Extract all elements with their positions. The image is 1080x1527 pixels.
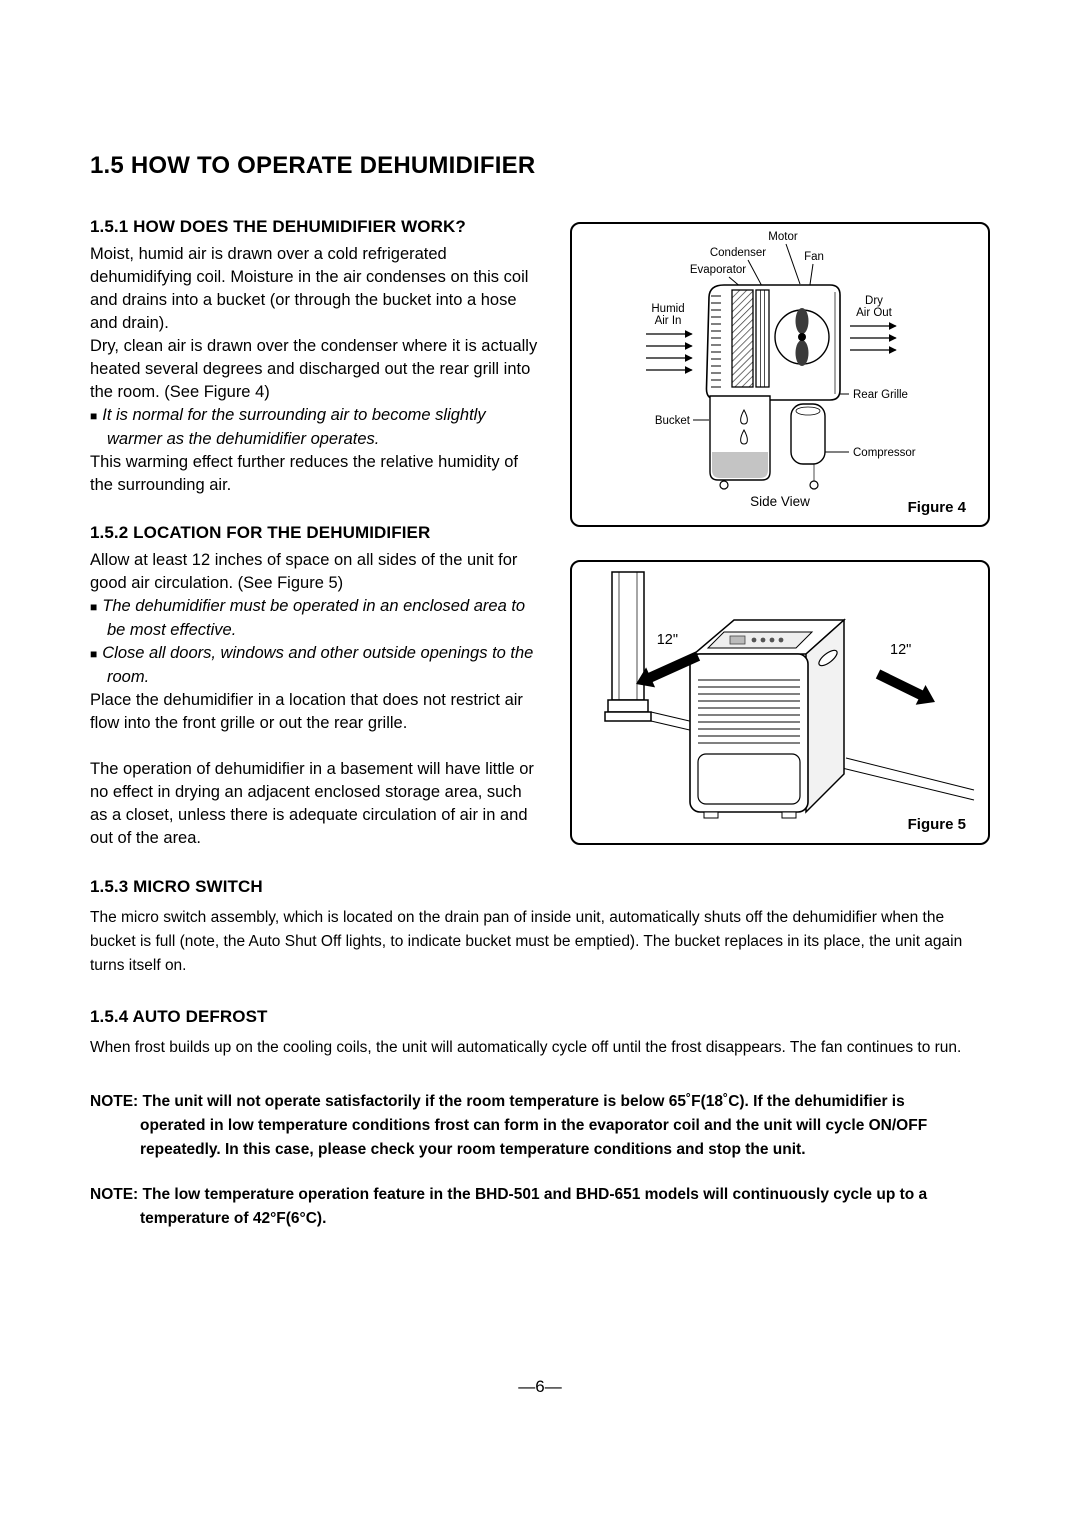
figure4-captions: [572, 494, 988, 516]
condenser-part: [756, 290, 769, 387]
section-heading-micro-switch: 1.5.3 MICRO SWITCH: [90, 877, 263, 896]
left-column: [90, 215, 540, 850]
figure4-box: [570, 222, 990, 527]
control-panel: [708, 632, 812, 648]
note-bhd-models: [90, 1183, 970, 1231]
unit-side-face: [806, 620, 844, 812]
right-clearance-arrow: [876, 670, 935, 705]
note-label: NOTE:: [90, 1093, 139, 1110]
figure5-diagram: [572, 562, 988, 843]
section-heading-auto-defrost: 1.5.4 AUTO DEFROST: [90, 1007, 268, 1026]
panel-button: [770, 638, 775, 643]
panel-button: [779, 638, 784, 643]
paragraph: Moist, humid air is drawn over a cold refrigerated dehumidifying coil. Moisture in the air condenses on this coil and drains into a bucket (or through the bucket into a hose and drain).: [90, 245, 529, 332]
dry-air-out-label: Dry: [865, 295, 883, 307]
unit-foot: [704, 812, 718, 818]
bullet-square-icon: ■: [90, 600, 98, 614]
section-heading-location: 1.5.2 LOCATION FOR THE DEHUMIDIFIER: [90, 523, 431, 542]
bullet-item: [90, 404, 540, 451]
figure4-caption: Side View: [750, 494, 810, 509]
bullet-item: [90, 642, 540, 689]
panel-button: [752, 638, 757, 643]
note-text: The unit will not operate satisfactorily if the room temperature is below 65˚F(18˚C). If the dehumidifier is operated in low temperature conditions frost can form in the evaporator coil and the unit will cycle ON/OFF repeatedly. In this case, please check your room temperature conditions and stop the unit.: [140, 1093, 928, 1158]
section-micro-switch: [90, 875, 990, 978]
bucket-door: [698, 754, 800, 804]
note-label: NOTE:: [90, 1186, 139, 1203]
page-title: 1.5 HOW TO OPERATE DEHUMIDIFIER: [90, 152, 536, 179]
figure5-box: [570, 560, 990, 845]
compressor-label: Compressor: [853, 447, 916, 459]
paragraph: Allow at least 12 inches of space on all sides of the unit for good air circulation. (See Figure 5): [90, 551, 518, 592]
paragraph: The operation of dehumidifier in a basement will have little or no effect in drying an adjacent enclosed storage area, such as a closet, unless there is adequate circulation of air in and out of the area.: [90, 760, 534, 847]
humid-air-in-label: Humid: [651, 303, 685, 315]
panel-display: [730, 636, 745, 644]
evaporator-label: Evaporator: [689, 264, 747, 276]
bullet-square-icon: ■: [90, 647, 98, 661]
fan-label: Fan: [804, 251, 824, 263]
page-number: —6—: [518, 1377, 562, 1396]
clearance-left-label: 12": [656, 632, 678, 648]
bucket-label: Bucket: [654, 415, 690, 427]
section-heading-how-it-works: 1.5.1 HOW DOES THE DEHUMIDIFIER WORK?: [90, 217, 466, 236]
bucket-water: [712, 452, 768, 478]
paragraph: Dry, clean air is drawn over the condenser where it is actually heated several degrees and discharged out the rear grill into the room. (See Figure 4): [90, 337, 538, 401]
condenser-label: Condenser: [709, 247, 767, 259]
paragraph: The micro switch assembly, which is located on the drain pan of inside unit, automatically shuts off the dehumidifier when the bucket is full (note, the Auto Shut Off lights, to indicate bucket must be emptied). The bucket replaces in its place, the unit again turns itself on.: [90, 909, 963, 974]
bullet-text: Close all doors, windows and other outside openings to the room.: [102, 644, 534, 686]
paragraph: When frost builds up on the cooling coils, the unit will automatically cycle off until the frost disappears. The fan continues to run.: [90, 1039, 962, 1056]
unit-foot: [782, 812, 796, 818]
bullet-item: [90, 595, 540, 642]
clearance-right-label: 12": [890, 642, 912, 658]
figure4-diagram: [572, 224, 988, 492]
figure5-label: Figure 5: [907, 816, 966, 833]
motor-label: Motor: [768, 231, 798, 243]
humid-air-arrows: [646, 334, 692, 370]
rear-grille-label: Rear Grille: [853, 389, 908, 401]
paragraph: This warming effect further reduces the relative humidity of the surrounding air.: [90, 453, 518, 494]
evaporator-part: [732, 290, 753, 387]
caster-wheel: [720, 481, 728, 489]
dry-air-out-label2: Air Out: [856, 307, 892, 319]
dry-air-arrows: [850, 326, 896, 350]
note-text: The low temperature operation feature in the BHD-501 and BHD-651 models will continuously cycle up to a temperature of 42°F(6°C).: [140, 1186, 928, 1227]
note-low-temperature: [90, 1090, 970, 1162]
humid-air-in-label2: Air In: [654, 315, 682, 327]
bullet-square-icon: ■: [90, 409, 98, 423]
bullet-text: It is normal for the surrounding air to become slightly warmer as the dehumidifier operates.: [102, 406, 486, 448]
panel-button: [761, 638, 766, 643]
bullet-text: The dehumidifier must be operated in an enclosed area to be most effective.: [102, 597, 526, 639]
paragraph: Place the dehumidifier in a location that does not restrict air flow into the front grille or out the rear grille.: [90, 691, 523, 732]
caster-wheel: [810, 481, 818, 489]
compressor-part: [791, 404, 825, 464]
figure4-label: Figure 4: [907, 499, 966, 516]
section-auto-defrost: [90, 1005, 990, 1060]
